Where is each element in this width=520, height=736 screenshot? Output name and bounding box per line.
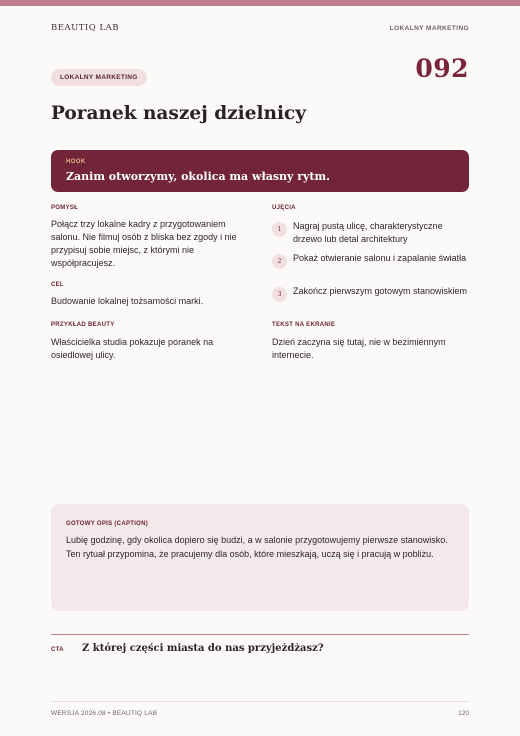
footer-version: WERSJA 2026.08 • BEAUTIQ LAB [51,710,158,717]
goal-label: CEL [51,282,64,288]
shots-label: UJĘCIA [272,205,296,211]
cta-divider [51,634,469,635]
brand-name: BEAUTIQ LAB [51,23,119,33]
top-accent-bar [0,0,520,6]
idea-label: POMYSŁ [51,205,79,211]
page-title: Poranek naszej dzielnicy [51,103,306,124]
shot-number-badge: 1 [272,222,287,237]
example-label: PRZYKŁAD BEAUTY [51,322,115,328]
hook-text: Zanim otworzymy, okolica ma własny rytm. [66,170,330,183]
caption-text: Lubię godzinę, gdy okolica dopiero się budzi, a w salonie przygotowujemy pierwsze stanowisko. Ten rytuał przypomina, że pracujemy dla osób, które mieszkają, uczą się i pracują w pobliżu. [66,535,448,559]
footer-divider [51,701,469,702]
card-number: 092 [415,54,469,83]
category-tag: LOKALNY MARKETING [51,69,147,86]
cta-label: CTA [51,647,64,653]
shot-text: Zakończ pierwszym gotowym stanowiskiem [293,286,468,296]
idea-text: Połącz trzy lokalne kadry z przygotowaniem salonu. Nie filmuj osób z bliska bez zgody i nie przypisuj sobie miejsc, z którymi nie współpracujesz. [51,219,237,268]
page-number: 120 [458,710,469,717]
cta-text: Z której części miasta do nas przyjeżdżasz? [82,643,324,654]
hook-label: HOOK [66,159,86,165]
hook-box [51,150,469,192]
onscreen-text: Dzień zaczyna się tutaj, nie w bezimiennym internecie. [272,337,446,360]
onscreen-text-label: TEKST NA EKRANIE [272,322,336,328]
shot-number-badge: 3 [272,287,287,302]
shot-number-badge: 2 [272,254,287,269]
shot-text: Nagraj pustą ulicę, charakterystyczne drzewo lub detal architektury [293,221,443,244]
shot-text: Pokaż otwieranie salonu i zapalanie światła [293,253,467,263]
goal-text: Budowanie lokalnej tożsamości marki. [51,296,204,306]
caption-label: GOTOWY OPIS (CAPTION) [66,521,149,527]
example-text: Właścicielka studia pokazuje poranek na osiedlowej ulicy. [51,337,214,360]
section-title: LOKALNY MARKETING [389,25,469,32]
caption-box [51,504,469,611]
